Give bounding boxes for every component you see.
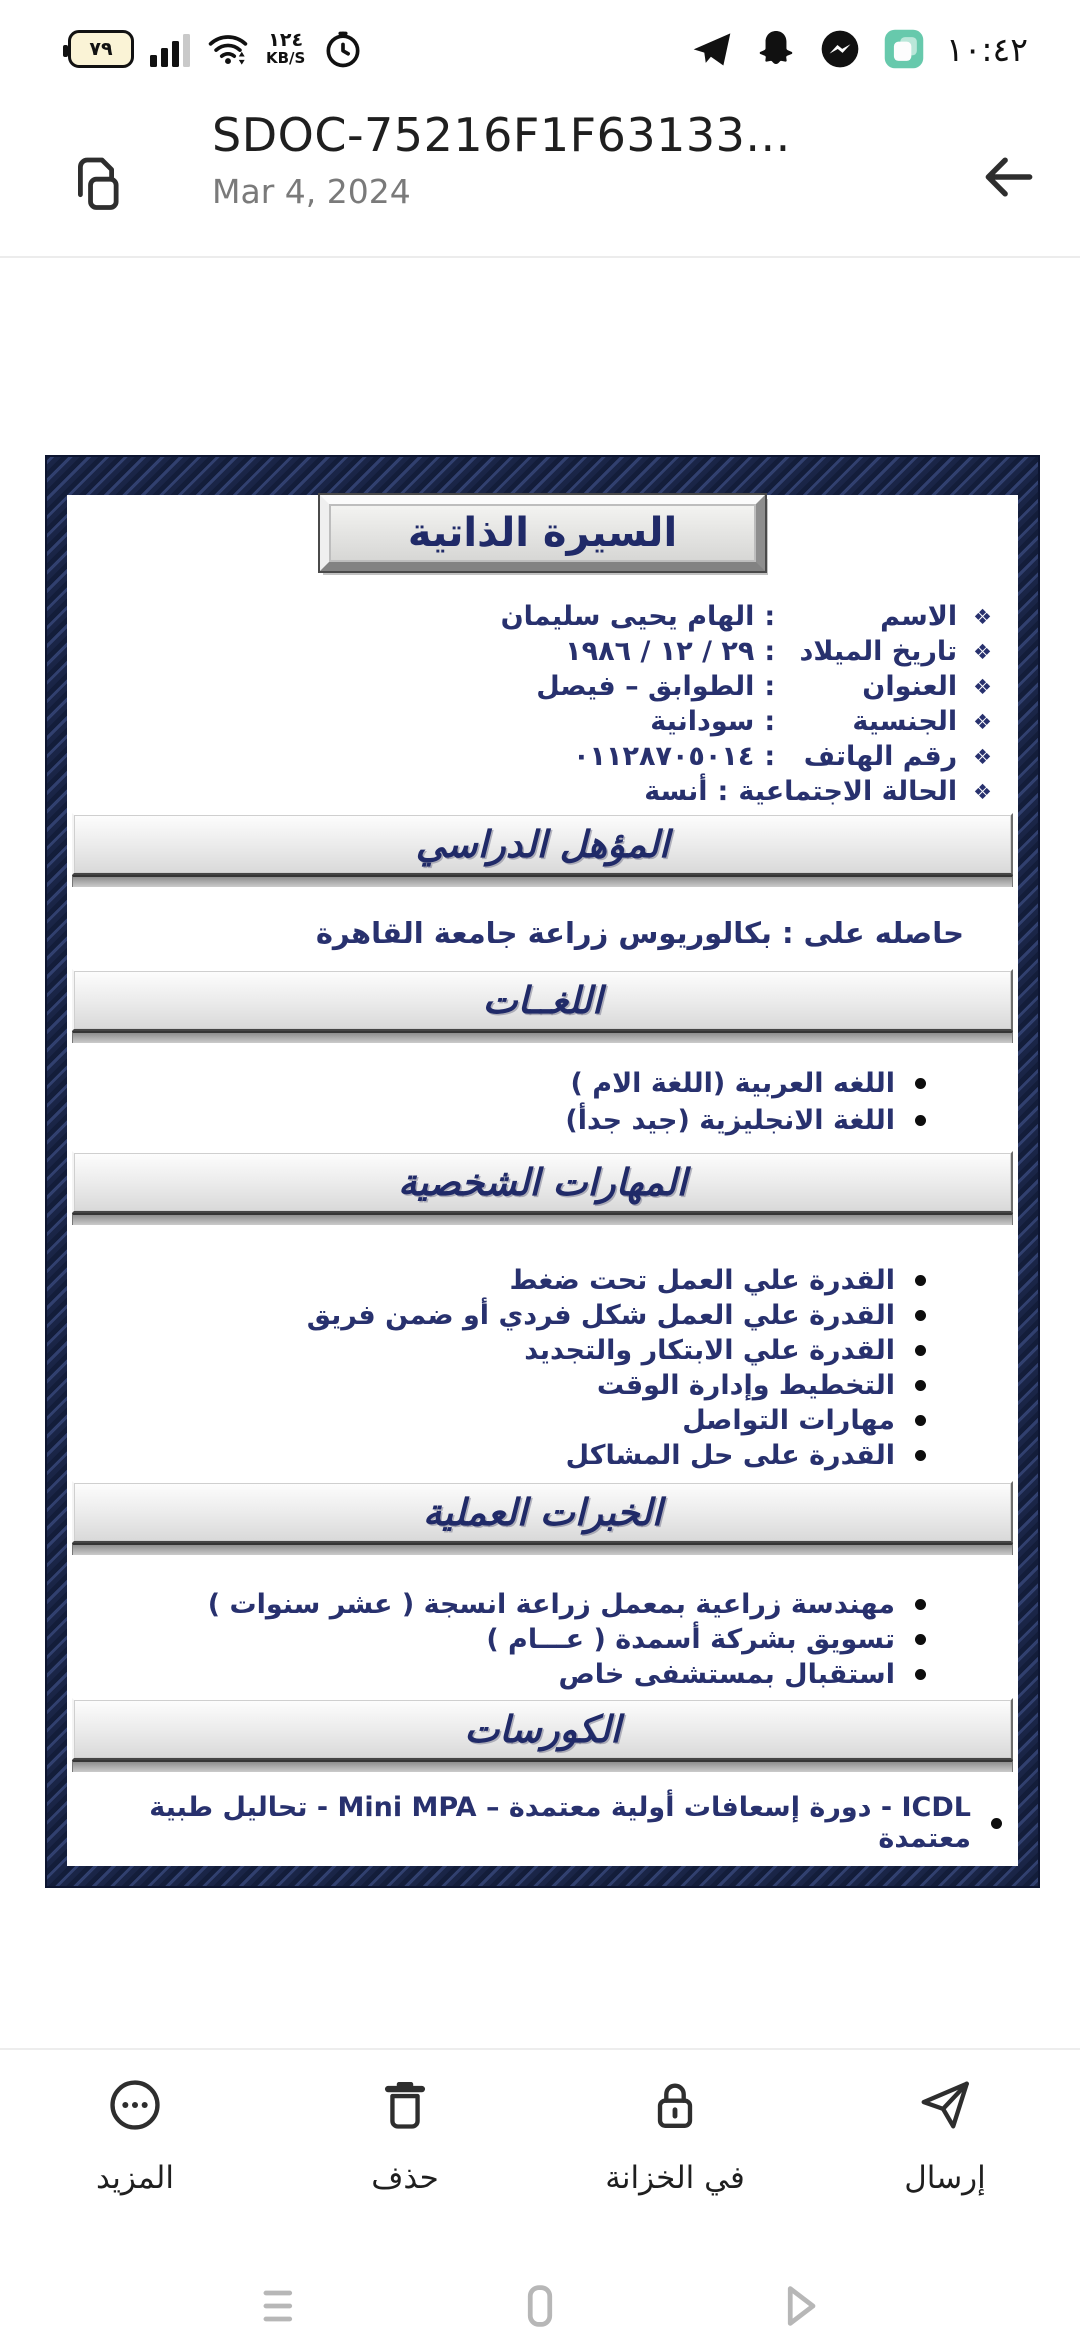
action-toolbar: [0, 2048, 1080, 2270]
list-item: مهندسة زراعية بمعمل زراعة انسجة ( عشر سنوات ): [107, 1587, 926, 1622]
info-row-address: ❖ العنوان : الطوابق – فيصل: [536, 671, 992, 702]
signal-strength-icon: [150, 31, 190, 67]
section-bar-languages: اللغــات: [72, 969, 1013, 1043]
section-bar-courses: الكورسات: [72, 1698, 1013, 1772]
back-nav-icon[interactable]: [774, 2280, 826, 2332]
diamond-bullet-icon: ❖: [973, 674, 992, 699]
list-item: ICDL - دورة إسعافات أولية معتمدة – Mini MPA - تحاليل طبية معتمدة: [87, 1804, 1002, 1842]
cv-document-preview[interactable]: [45, 455, 1040, 1888]
info-row-nationality: ❖ الجنسية : سودانية: [650, 706, 992, 737]
list-item: استقبال بمستشفى خاص: [107, 1657, 926, 1692]
system-navbar: [254, 2278, 826, 2334]
list-item: تسويق بشركة أسمدة ( عـــام ): [107, 1622, 926, 1657]
diamond-bullet-icon: ❖: [973, 744, 992, 769]
list-item: القدرة علي الابتكار والتجديد: [107, 1333, 926, 1368]
list-item: القدرة علي العمل شكل فردي أو ضمن فريق: [107, 1298, 926, 1333]
diamond-bullet-icon: ❖: [973, 709, 992, 734]
lock-icon: [646, 2076, 704, 2134]
section-bar-skills: المهارات الشخصية: [72, 1151, 1013, 1225]
network-speed: ١٢٤ KB/S: [266, 29, 306, 68]
battery-percent: ٧٩: [89, 38, 113, 60]
send-icon: [916, 2076, 974, 2134]
list-item: مهارات التواصل: [107, 1403, 926, 1438]
header-divider: [0, 256, 1080, 258]
skills-list: [67, 1263, 1018, 1473]
languages-list: [67, 1065, 1018, 1139]
section-bar-education: المؤهل الدراسي: [72, 813, 1013, 887]
vault-button[interactable]: في الخزانة: [540, 2076, 810, 2196]
diamond-bullet-icon: ❖: [973, 639, 992, 664]
alarm-clock-icon: [321, 27, 365, 71]
page-date: Mar 4, 2024: [212, 172, 411, 211]
education-line: حاصله على : بكالوريوس زراعة جامعة القاهرة: [315, 916, 964, 950]
snapchat-icon: [754, 27, 798, 71]
diamond-bullet-icon: ❖: [973, 604, 992, 629]
info-row-marital-status: ❖ الحالة الاجتماعية : أنسة: [644, 776, 992, 807]
trash-icon: [376, 2076, 434, 2134]
info-row-name: ❖ الاسم : الهام يحيى سليمان: [500, 601, 992, 632]
list-item: القدرة على حل المشاكل: [107, 1438, 926, 1473]
wifi-icon: [206, 27, 250, 71]
list-item: التخطيط وإدارة الوقت: [107, 1368, 926, 1403]
personal-info-block: [67, 599, 1018, 809]
page-title: SDOC-75216F1F63133...: [212, 108, 791, 162]
more-button[interactable]: المزيد: [0, 2076, 270, 2196]
recents-menu-icon[interactable]: [254, 2280, 306, 2332]
list-item: القدرة علي العمل تحت ضغط: [107, 1263, 926, 1298]
send-button[interactable]: إرسال: [810, 2076, 1080, 2196]
telegram-icon: [690, 27, 734, 71]
cv-page: [67, 495, 1018, 1866]
document-header: [0, 108, 1080, 256]
back-button[interactable]: [974, 142, 1044, 212]
messenger-icon: [818, 27, 862, 71]
clock-time: ١٠:٤٢: [945, 29, 1028, 69]
diamond-bullet-icon: ❖: [973, 779, 992, 804]
courses-list: [67, 1792, 1018, 1854]
copy-pages-icon: [66, 152, 130, 216]
experience-list: [67, 1587, 1018, 1692]
list-item: اللغه العربية (اللغة الام ): [107, 1065, 926, 1102]
delete-button[interactable]: حذف: [270, 2076, 540, 2196]
status-bar: [0, 14, 1080, 84]
cv-title-plaque: [320, 495, 765, 571]
battery-icon: [68, 30, 134, 68]
notes-app-icon: [882, 27, 926, 71]
home-icon[interactable]: [514, 2280, 566, 2332]
info-row-phone: ❖ رقم الهاتف : ٠١١٢٨٧٠٥٠١٤: [573, 741, 992, 772]
cv-title: السيرة الذاتية: [407, 510, 678, 556]
list-item: اللغة الانجليزية (جيد جدأ): [107, 1102, 926, 1139]
info-row-birthdate: ❖ تاريخ الميلاد : ٢٩ / ١٢ / ١٩٨٦: [565, 636, 992, 667]
section-bar-experience: الخبرات العملية: [72, 1481, 1013, 1555]
more-icon: [106, 2076, 164, 2134]
